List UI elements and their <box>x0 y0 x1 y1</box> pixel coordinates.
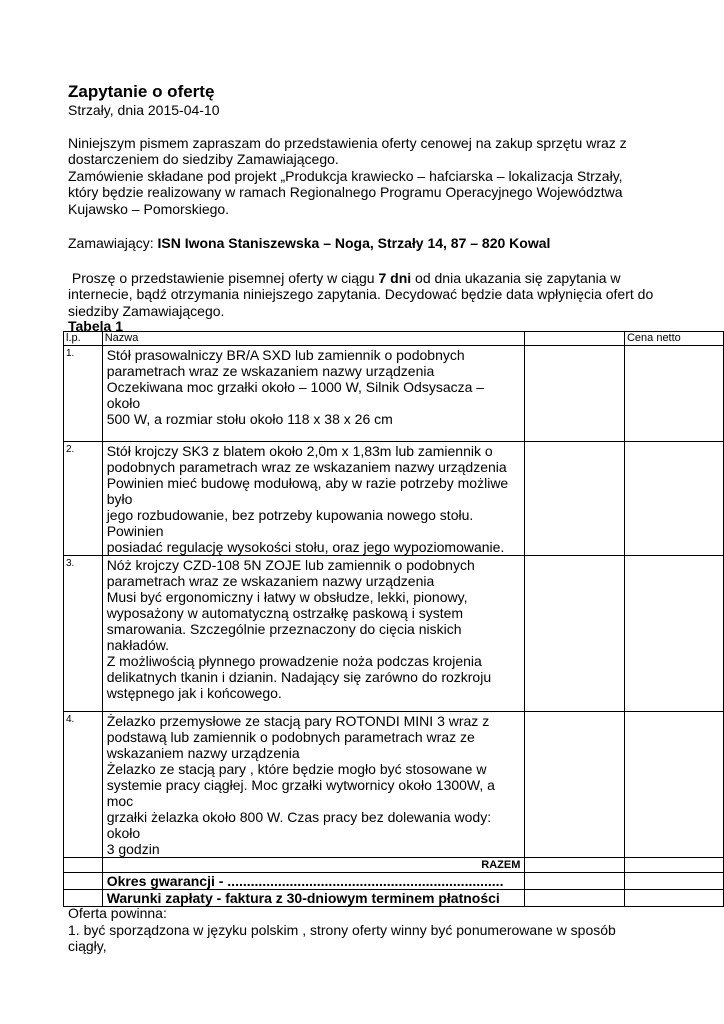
table-header-row <box>64 332 724 346</box>
orderer-value: ISN Iwona Staniszewska – Noga, Strzały 14, 87 – 820 Kowal <box>157 235 551 251</box>
desc-line: Nóż krojczy CZD-108 5N ZOJE lub zamiennik o podobnych <box>106 557 475 573</box>
empty-cell <box>525 712 625 858</box>
empty-cell <box>624 890 723 907</box>
table-row <box>64 346 724 442</box>
desc-line: podobnych parametrach wraz ze wskazaniem nazwy urządzenia <box>106 459 507 475</box>
desc-line: wstępnego jak i końcowego. <box>106 685 282 701</box>
item-description <box>102 556 525 712</box>
desc-line: podstawą lub zamiennik o podobnych parametrach wraz ze <box>106 729 475 745</box>
warranty-text: Okres gwarancji - ....................................................................... <box>102 873 525 890</box>
desc-line: grzałki żelazka około 800 W. Czas pracy bez dolewania wody: około <box>106 809 492 841</box>
empty-cell <box>64 873 103 890</box>
footer-line: 1. być sporządzona w języku polskim , strony oferty winny być ponumerowane w sposób <box>68 921 616 938</box>
desc-line: wskazaniem nazwy urządzenia <box>106 745 300 761</box>
header-name: Nazwa <box>102 332 525 346</box>
table-row <box>64 712 724 858</box>
desc-line: Oczekiwana moc grzałki około – 1000 W, Silnik Odsysacza – około <box>106 379 485 411</box>
intro-line: który będzie realizowany w ramach Regionalnego Programu Operacyjnego Województwa <box>68 184 623 200</box>
desc-line: delikatnych tkanin i dzianin. Nadający się zarówno do rozkroju <box>106 669 492 685</box>
empty-cell <box>525 890 625 907</box>
desc-line: wyposażony w automatyczną ostrzałkę paskową i system <box>106 605 464 621</box>
price-cell <box>624 346 723 442</box>
price-cell <box>624 442 723 556</box>
footer <box>68 905 724 955</box>
request-text: Proszę o przedstawienie pisemnej oferty w ciągu <box>68 269 379 286</box>
row-number: 3. <box>64 556 103 712</box>
request-days: 7 dni <box>378 269 412 286</box>
item-description <box>102 346 525 442</box>
header-net-price: Cena netto <box>624 332 723 346</box>
footer-line: Oferta powinna: <box>68 905 167 921</box>
footer-line: ciągły, <box>68 938 107 954</box>
payment-row <box>64 890 724 907</box>
intro-line: dostarczeniem do siedziby Zamawiającego. <box>68 151 339 167</box>
desc-line: parametrach wraz ze wskazaniem nazwy urządzenia <box>106 573 435 589</box>
page-title: Zapytanie o ofertę <box>68 82 215 101</box>
item-description <box>102 712 525 858</box>
total-label: RAZEM <box>102 858 525 873</box>
header-empty <box>525 332 625 346</box>
desc-line: Musi być ergonomiczny i łatwy w obsłudze, lekki, pionowy, <box>106 589 468 605</box>
request-line: internecie, bądź otrzymania niniejszego zapytania. Decydować będzie data wpłynięcia ofert do <box>68 286 654 302</box>
warranty-row <box>64 873 724 890</box>
offer-table <box>63 331 724 907</box>
request-line <box>68 270 724 287</box>
total-row <box>64 858 724 873</box>
empty-cell <box>624 873 723 890</box>
payment-terms: Warunki zapłaty - faktura z 30-dniowym terminem płatności <box>102 890 525 907</box>
desc-line: Żelazko przemysłowe ze stacją pary ROTONDI MINI 3 wraz z <box>106 713 490 729</box>
desc-line: Z możliwością płynnego prowadzenie noża podczas krojenia <box>106 653 482 669</box>
empty-cell <box>525 442 625 556</box>
desc-line: Żelazko ze stacją pary , które będzie mogło być stosowane w <box>106 761 487 777</box>
date-line: Strzały, dnia 2015-04-10 <box>68 102 220 118</box>
orderer-line <box>68 235 724 252</box>
desc-line: Stół prasowalniczy BR/A SXD lub zamiennik o podobnych <box>106 347 465 363</box>
row-number: 2. <box>64 442 103 556</box>
table-title: Tabela 1 <box>68 318 123 334</box>
table-row <box>64 442 724 556</box>
desc-line: posiadać regulację wysokości stołu, oraz jego wypoziomowanie. <box>106 539 505 555</box>
desc-line: parametrach wraz ze wskazaniem nazwy urządzenia <box>106 363 435 379</box>
desc-line: smarowania. Szczególnie przeznaczony do cięcia niskich nakładów. <box>106 621 462 653</box>
intro-line: Niniejszym pismem zapraszam do przedstawienia oferty cenowej na zakup sprzętu wraz z <box>68 134 627 151</box>
intro-line: Zamówienie składane pod projekt „Produkcja krawiecko – hafciarska – lokalizacja Strzały, <box>68 167 623 184</box>
item-description <box>102 442 525 556</box>
empty-cell <box>64 890 103 907</box>
empty-cell <box>525 556 625 712</box>
orderer-label: Zamawiający: <box>68 235 158 251</box>
table-row <box>64 556 724 712</box>
document-body <box>68 82 724 333</box>
empty-cell <box>525 346 625 442</box>
desc-line: jego rozbudowanie, bez potrzeby kupowania nowego stołu. Powinien <box>106 507 474 539</box>
price-cell <box>624 712 723 858</box>
header-lp: l.p. <box>64 332 103 346</box>
desc-line: 500 W, a rozmiar stołu około 118 x 38 x 26 cm <box>106 411 393 427</box>
desc-line: Stół krojczy SK3 z blatem około 2,0m x 1,83m lub zamiennik o <box>106 443 493 459</box>
row-number: 4. <box>64 712 103 858</box>
desc-line: Powinien mieć budowę modułową, aby w razie potrzeby możliwe było <box>106 475 509 507</box>
empty-cell <box>525 873 625 890</box>
price-cell <box>624 556 723 712</box>
total-cell <box>624 858 723 873</box>
intro-line: Kujawsko – Pomorskiego. <box>68 200 230 217</box>
desc-line: 3 godzin <box>106 841 160 857</box>
request-line: siedziby Zamawiającego. <box>68 302 225 319</box>
desc-line: systemie pracy ciągłej. Moc grzałki wytwornicy około 1300W, a moc <box>106 777 495 809</box>
empty-cell <box>64 858 103 873</box>
request-text: od dnia ukazania się zapytania w <box>411 269 621 286</box>
total-empty-cell <box>525 858 625 873</box>
row-number: 1. <box>64 346 103 442</box>
